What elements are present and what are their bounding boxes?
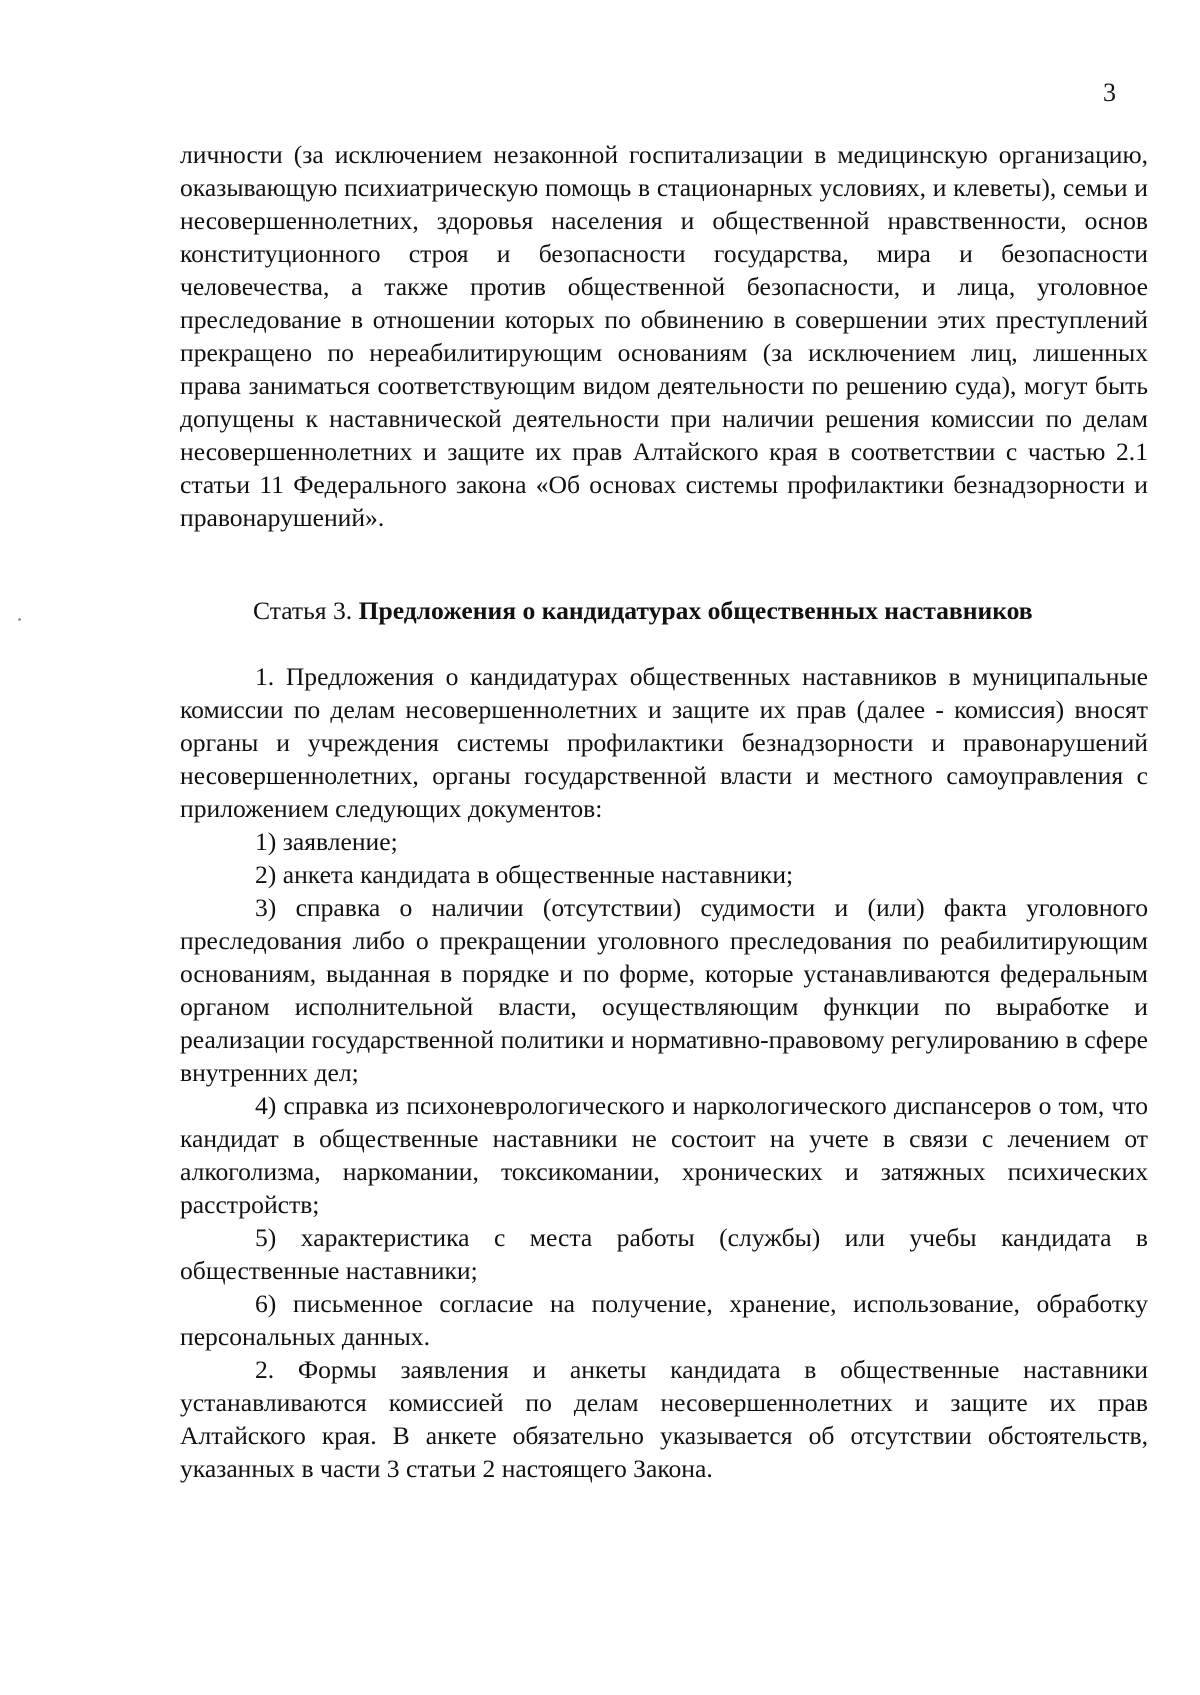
continuation-paragraph: личности (за исключением незаконной госпитализации в медицинскую организацию, оказывающую психиатрическую помощь в стационарных условиях, и клеветы), семьи и несовершеннолетних, здоровья населения и общественной нравственности, основ конституционного строя и безопасности государства, мира и безопасности человечества, а также против общественной безопасности, и лица, уголовное преследование в отношении которых по обвинению в совершении этих преступлений прекращено по нереабилитирующим основаниям (за исключением лиц, лишенных права заниматься соответствующим видом деятельности по решению суда), могут быть допущены к наставнической деятельности при наличии решения комиссии по делам несовершеннолетних и защите их прав Алтайского края в соответствии с частью 2.1 статьи 11 Федерального закона «Об основах системы профилактики безнадзорности и правонарушений».: [180, 140, 1148, 532]
article-prefix: Статья 3.: [253, 596, 359, 625]
paragraph-item-1: 1. Предложения о кандидатурах общественных наставников в муниципальные комиссии по делам несовершеннолетних и защите их прав (далее - комиссия) вносят органы и учреждения системы профилактики безнадзорности и правонарушений несовершеннолетних, органы государственной власти и местного самоуправления с приложением следующих документов:: [180, 662, 1148, 823]
article-body: [180, 660, 1148, 1485]
article-title: Предложения о кандидатурах общественных наставников: [358, 596, 1033, 625]
list-item-data-consent: 6) письменное согласие на получение, хранение, использование, обработку персональных данных.: [180, 1289, 1148, 1351]
list-item-reference-letter: 5) характеристика с места работы (службы) или учебы кандидата в общественные наставники;: [180, 1223, 1148, 1285]
scan-speck: [18, 618, 21, 621]
article-heading: [253, 594, 1153, 627]
paragraph-item-2: 2. Формы заявления и анкеты кандидата в общественные наставники устанавливаются комиссией по делам несовершеннолетних и защите их прав Алтайского края. В анкете обязательно указывается об отсутствии обстоятельств, указанных в части 3 статьи 2 настоящего Закона.: [180, 1355, 1148, 1483]
list-item-medical-certificate: 4) справка из психоневрологического и наркологического диспансеров о том, что кандидат в общественные наставники не состоит на учете в связи с лечением от алкоголизма, наркомании, токсикомании, хронических и затяжных психических расстройств;: [180, 1091, 1148, 1219]
page-number: 3: [1103, 78, 1116, 107]
list-item-questionnaire: 2) анкета кандидата в общественные наставники;: [255, 860, 794, 889]
list-item-criminal-record-certificate: 3) справка о наличии (отсутствии) судимости и (или) факта уголовного преследования либо о прекращении уголовного преследования по реабилитирующим основаниям, выданная в порядке и по форме, которые устанавливаются федеральным органом исполнительной власти, осуществляющим функции по выработке и реализации государственной политики и нормативно-правовому регулированию в сфере внутренних дел;: [180, 893, 1148, 1087]
list-item-statement: 1) заявление;: [255, 827, 398, 856]
continuation-section: [180, 138, 1148, 534]
